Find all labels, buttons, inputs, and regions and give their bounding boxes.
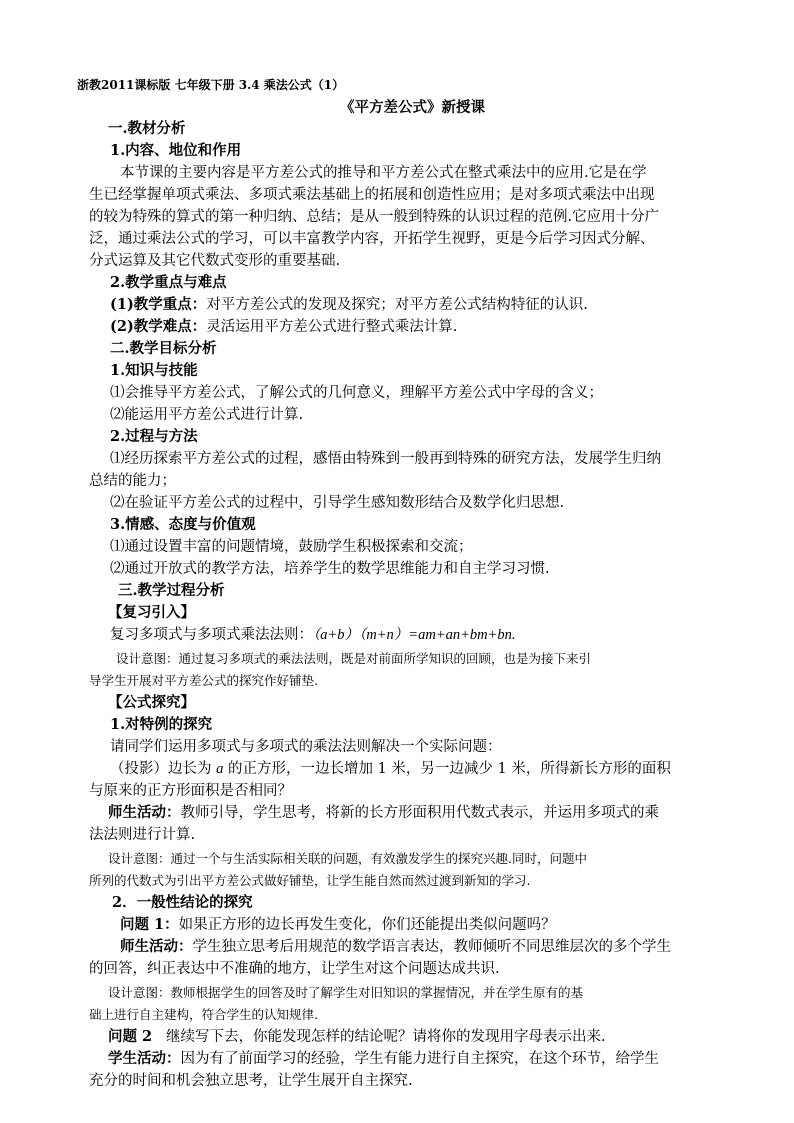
projection-text-a: （投影）边长为 (110, 761, 217, 777)
question-text: 继续写下去，你能发现怎样的结论呢？请将你的发现用字母表示出来. (165, 1029, 606, 1045)
design-intent-line: 设计意图：通过一个与生活实际相关联的问题，有效激发学生的探究兴趣.同时，问题中 (108, 851, 587, 866)
subheading-emotion-values: 3.情感、态度与价值观 (110, 516, 256, 533)
difficult-point-label: (2)教学难点： (110, 318, 207, 335)
paragraph-line: 本节课的主要内容是平方差公式的推导和平方差公式在整式乘法中的应用.它是在学 (120, 165, 647, 181)
difficult-point-text: 灵活运用平方差公式进行整式乘法计算. (206, 319, 458, 335)
difficult-point-line (110, 316, 457, 338)
subheading-process-method: 2.过程与方法 (110, 428, 198, 445)
paragraph-line: 生已经掌握单项式乘法、多项式乘法基础上的拓展和创造性应用；是对多项式乘法中出现 (89, 187, 655, 203)
intro-line: 请同学们运用多项式与多项式的乘法法则解决一个实际问题： (110, 739, 502, 755)
key-point-label: (1)教学重点： (110, 296, 207, 313)
activity-text: 教师引导，学生思考，将新的长方形面积用代数式表示，并运用多项式的乘 (180, 805, 659, 821)
question-line (108, 1026, 606, 1048)
paragraph-line: 的较为特殊的算式的第一种归纳、总结；是从一般到特殊的认识过程的范例.它应用十分广 (89, 209, 660, 225)
review-heading: 【复习引入】 (108, 604, 195, 621)
objective-line: ⑵通过开放式的教学方法，培养学生的数学思维能力和自主学习习惯. (110, 561, 550, 577)
activity-label: 学生活动： (108, 1050, 181, 1067)
projection-line (110, 758, 671, 780)
question-line (120, 914, 556, 936)
projection-variable: a (216, 761, 224, 777)
question-text: 如果正方形的边长再发生变化，你们还能提出类似问题吗？ (178, 917, 556, 933)
activity-text: 因为有了前面学习的经验，学生有能力进行自主探究，在这个环节，给学生 (180, 1051, 659, 1067)
subheading-knowledge-skills: 1.知识与技能 (110, 362, 198, 379)
review-text: 复习多项式与多项式乘法法则： (110, 627, 313, 643)
objective-line: 总结的能力； (89, 473, 176, 489)
document-title: 《平方差公式》新授课 (340, 99, 485, 116)
section-heading-textbook-analysis: 一.教材分析 (108, 120, 186, 137)
projection-line: 与原来的正方形面积是否相同？ (89, 783, 292, 799)
paragraph-line: 泛，通过乘法公式的学习，可以丰富教学内容，开拓学生视野，更是今后学习因式分解、 (89, 231, 655, 247)
design-intent-line: 所列的代数式为引出平方差公式做好铺垫，让学生能自然而然过渡到新知的学习. (89, 873, 531, 888)
key-point-text: 对平方差公式的发现及探究；对平方差公式结构特征的认识. (206, 297, 588, 313)
activity-line (120, 936, 671, 958)
activity-label: 师生活动： (108, 804, 181, 821)
subheading-general-conclusion: 2．一般性结论的探究 (112, 894, 253, 911)
question-label: 问题 2 (108, 1028, 153, 1045)
activity-line (108, 1048, 659, 1070)
section-heading-process: 三.教学过程分析 (118, 582, 225, 599)
design-intent-line: 础上进行自主建构，符合学生的认知规律. (89, 1007, 318, 1022)
subheading-key-difficult: 2.教学重点与难点 (110, 274, 227, 291)
objective-line: ⑴会推导平方差公式，了解公式的几何意义，理解平方差公式中字母的含义； (110, 385, 603, 401)
objective-line: ⑵在验证平方差公式的过程中，引导学生感知数形结合及数学化归思想. (110, 495, 565, 511)
section-heading-objectives: 二.教学目标分析 (110, 340, 217, 357)
activity-label: 师生活动： (120, 938, 193, 955)
objective-line: ⑴经历探索平方差公式的过程，感悟由特殊到一般再到特殊的研究方法，发展学生归纳 (110, 451, 661, 467)
projection-text-b: 的正方形，一边长增加 1 米，另一边减少 1 米，所得新长方形的面积 (223, 761, 671, 777)
explore-heading: 【公式探究】 (108, 694, 195, 711)
review-formula: （a+b）（m+n）=am+an+bm+bn. (313, 627, 516, 643)
design-intent-line: 导学生开展对平方差公式的探究作好铺垫. (89, 673, 318, 688)
subheading-special-case: 1.对特例的探究 (110, 716, 213, 733)
paragraph-line: 分式运算及其它代数式变形的重要基础. (89, 253, 341, 269)
activity-line: 法法则进行计算. (89, 827, 196, 843)
design-intent-line: 设计意图：通过复习多项式的乘法法则，既是对前面所学知识的回顾，也是为接下来引 (116, 651, 592, 666)
review-line (110, 624, 516, 646)
objective-line: ⑵能运用平方差公式进行计算. (110, 407, 304, 423)
subheading-content-position: 1.内容、地位和作用 (110, 142, 242, 159)
document-breadcrumb: 浙教2011课标版 七年级下册 3.4 乘法公式（1） (77, 78, 345, 92)
activity-line: 充分的时间和机会独立思考，让学生展开自主探究. (89, 1073, 413, 1089)
design-intent-line: 设计意图：教师根据学生的回答及时了解学生对旧知识的掌握情况，并在学生原有的基 (108, 985, 584, 1000)
objective-line: ⑴通过设置丰富的问题情境，鼓励学生积极探索和交流； (110, 539, 473, 555)
activity-line: 的回答，纠正表达中不准确的地方，让学生对这个问题达成共识. (89, 961, 500, 977)
activity-line (108, 802, 659, 824)
question-label: 问题 1： (120, 916, 179, 933)
key-point-line (110, 294, 588, 316)
activity-text: 学生独立思考后用规范的数学语言表达，教师倾听不同思维层次的多个学生 (192, 939, 671, 955)
